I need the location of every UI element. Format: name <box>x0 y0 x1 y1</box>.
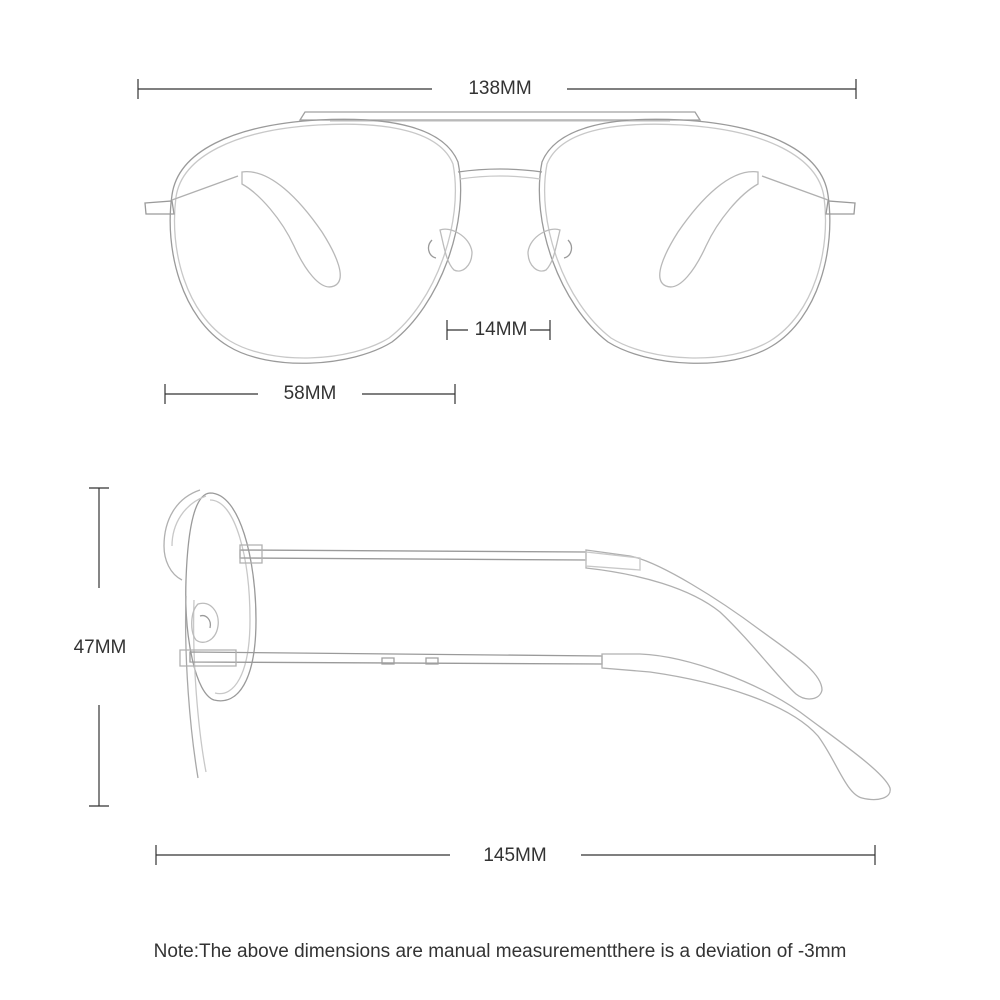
left-lens <box>170 119 460 363</box>
side-lens <box>186 493 256 701</box>
lens-width-label: 58MM <box>283 383 337 404</box>
side-nose-pad <box>192 603 219 642</box>
bridge-width-label: 14MM <box>474 319 528 340</box>
right-lens <box>539 119 829 363</box>
lower-temple-tip <box>602 654 890 800</box>
bridge <box>458 169 542 172</box>
left-temple-tip <box>242 172 340 287</box>
lens-height-label: 47MM <box>73 637 127 658</box>
temple-length-label: 145MM <box>483 845 547 866</box>
total-width-label: 138MM <box>468 78 532 99</box>
measurement-note: Note:The above dimensions are manual measurementthere is a deviation of -3mm <box>153 941 847 962</box>
upper-temple-tip <box>586 550 822 699</box>
upper-temple <box>240 550 586 560</box>
side-view-glasses <box>164 490 890 800</box>
lower-temple <box>190 652 602 664</box>
right-temple-tip <box>660 172 758 287</box>
left-nose-pad <box>440 229 472 271</box>
right-nose-pad <box>528 229 560 271</box>
top-bar <box>300 112 700 120</box>
